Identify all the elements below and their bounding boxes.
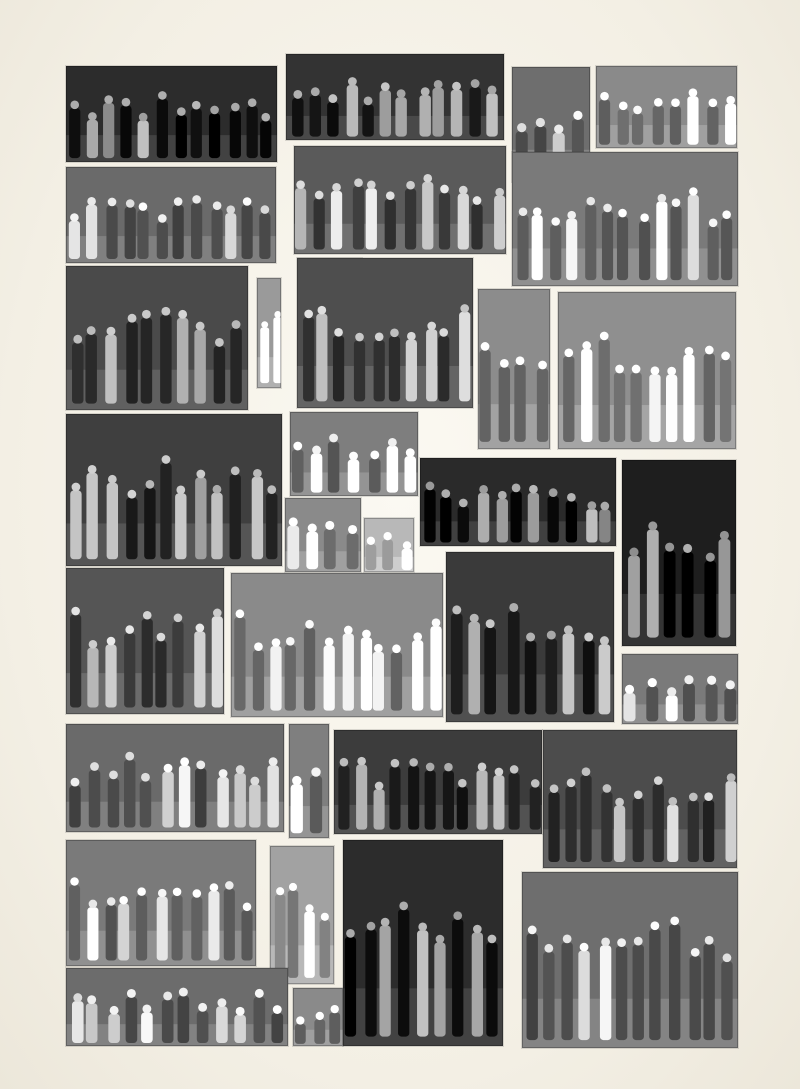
photo-cheering-crowd	[66, 840, 256, 966]
photo-student-pile	[558, 292, 736, 449]
photo-stage-performance	[297, 258, 473, 408]
photo-football-team-night	[66, 66, 277, 162]
photo-homecoming-night	[286, 54, 504, 140]
photo-seated-pair	[622, 654, 738, 724]
photo-two-standing	[289, 724, 329, 838]
photo-large-group	[66, 414, 282, 566]
photo-window-group	[478, 289, 550, 449]
photo-crowd-standing	[66, 724, 284, 832]
photo-girl-standing	[270, 846, 334, 984]
photo-gym-activity	[290, 412, 418, 496]
photo-crowd-cheering	[294, 146, 506, 254]
photo-two-men-step	[343, 840, 503, 1046]
photo-team-huddle	[334, 730, 542, 834]
photo-assembly-crowd	[522, 872, 738, 1048]
photo-students-closeup	[66, 266, 248, 410]
photo-office-desk	[66, 568, 224, 714]
photo-seated-audience	[66, 167, 276, 263]
photo-girl-portrait	[622, 460, 736, 646]
photo-standing-girl	[257, 278, 281, 388]
photo-small-closeup	[364, 518, 414, 572]
photo-face-closeup	[285, 498, 361, 572]
photo-marching-band	[512, 152, 738, 286]
photo-lawn-gathering	[231, 573, 443, 717]
photo-dance-floor	[543, 730, 737, 868]
photo-boy-closeup	[293, 988, 343, 1046]
photo-football-game	[420, 458, 616, 546]
photo-boys-in-suits	[446, 552, 614, 722]
photo-award-ceremony	[596, 66, 737, 148]
photo-row-of-students	[66, 968, 288, 1046]
